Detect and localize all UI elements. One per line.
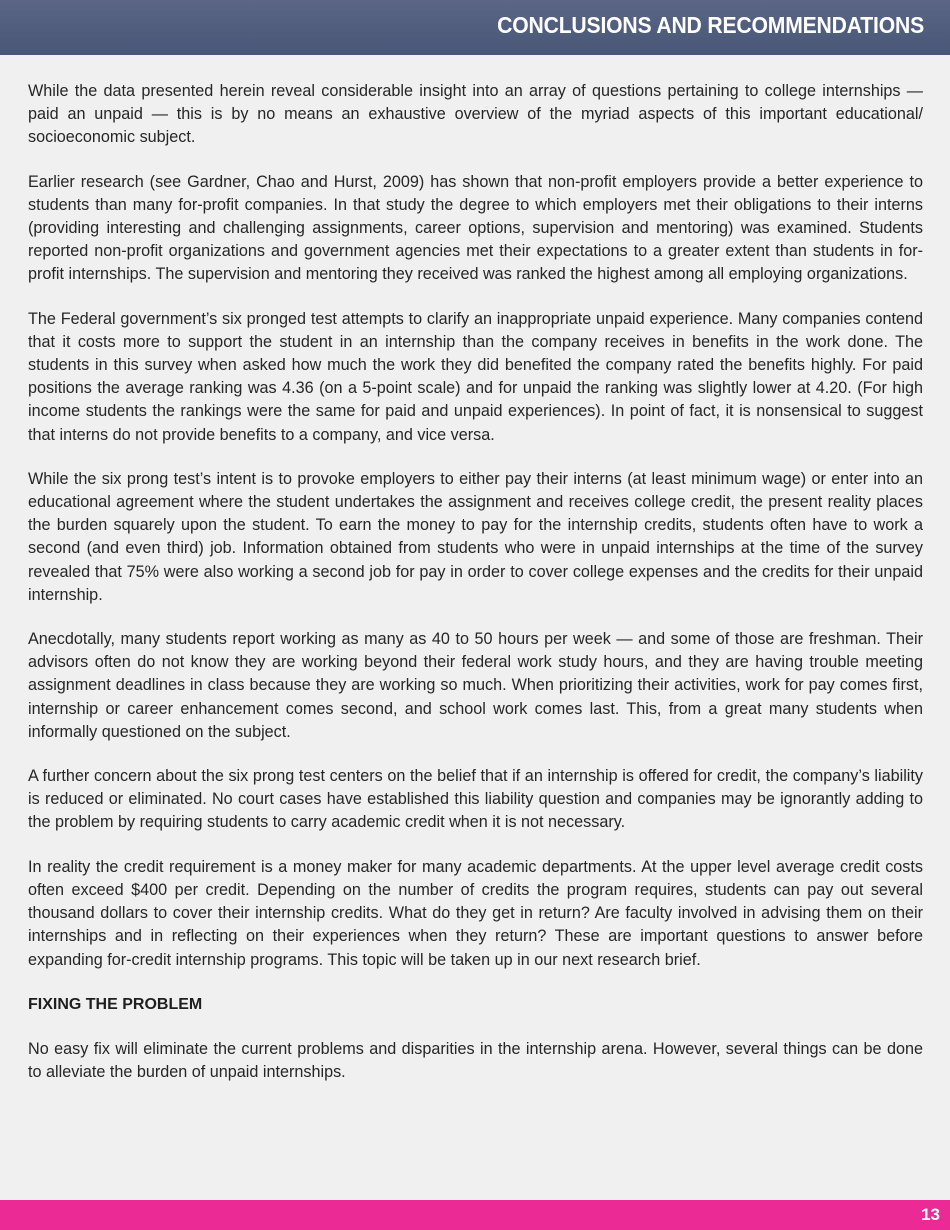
body-paragraph-2: Earlier research (see Gardner, Chao and Hurst, 2009) has shown that non-profit employers provide a better experience to students than many for-profit companies. In that study the degree to which employers met their obligations to their interns (providing interesting and challenging assignments, career options, supervision and mentoring) was examined. Students reported non-profit organizations and government agencies met their expectations to a greater extent than students in for-profit internships. The supervision and mentoring they received was ranked the highest among all employing organizations. bbox=[28, 172, 923, 284]
closing-paragraph: No easy fix will eliminate the current problems and disparities in the internship arena. However, several things can be done to alleviate the burden of unpaid internships. bbox=[28, 1039, 923, 1081]
page-title: CONCLUSIONS AND RECOMMENDATIONS bbox=[497, 12, 924, 38]
body-paragraph-3: The Federal government’s six pronged test attempts to clarify an inappropriate unpaid experience. Many companies contend that it costs more to support the student in an internship than the company receives in benefits in the work done. The students in this survey when asked how much the work they did benefited the company rated the benefits highly. For paid positions the average ranking was 4.36 (on a 5-point scale) and for unpaid the ranking was slightly lower at 4.20. (For high income students the rankings were the same for paid and unpaid experiences). In point of fact, it is nonsensical to suggest that interns do not provide benefits to a company, and vice versa. bbox=[28, 309, 923, 444]
body-paragraph-4: While the six prong test’s intent is to provoke employers to either pay their interns (at least minimum wage) or enter into an educational agreement where the student undertakes the assignment and receives college credit, the present reality places the burden squarely upon the student. To earn the money to pay for the internship credits, students often have to work a second (and even third) job. Information obtained from students who were in unpaid internships at the time of the survey revealed that 75% were also working a second job for pay in order to cover college expenses and the credits for their unpaid internship. bbox=[28, 469, 923, 604]
body-paragraph-7: In reality the credit requirement is a money maker for many academic departments. At the upper level average credit costs often exceed $400 per credit. Depending on the number of credits the program requires, students can pay out several thousand dollars to cover their internship credits. What do they get in return? Are faculty involved in advising them on their internships and in reflecting on their experiences when they return? These are important questions to answer before expanding for-credit internship programs. This topic will be taken up in our next research brief. bbox=[28, 857, 923, 969]
page-number: 13 bbox=[921, 1205, 940, 1224]
body-paragraph-1: While the data presented herein reveal considerable insight into an array of questions pertaining to college internships — paid an unpaid — this is by no means an exhaustive overview of the myriad aspects of this important educational/ socioeconomic subject. bbox=[28, 82, 923, 147]
footer-bar bbox=[0, 1200, 950, 1230]
document-body bbox=[28, 80, 923, 1105]
body-paragraph-5: Anecdotally, many students report working as many as 40 to 50 hours per week — and some of those are freshman. Their advisors often do not know they are working beyond their federal work study hours, and they are having trouble meeting assignment deadlines in class because they are working so much. When prioritizing their activities, work for pay comes first, internship or career enhancement comes second, and school work comes last. This, from a great many students when informally questioned on the subject. bbox=[28, 630, 923, 741]
header-bar bbox=[0, 0, 950, 55]
body-paragraph-6: A further concern about the six prong test centers on the belief that if an internship is offered for credit, the company’s liability is reduced or eliminated. No court cases have established this liability question and companies may be ignorantly adding to the problem by requiring students to carry academic credit when it is not necessary. bbox=[28, 767, 923, 832]
section-heading: FIXING THE PROBLEM bbox=[28, 995, 203, 1013]
